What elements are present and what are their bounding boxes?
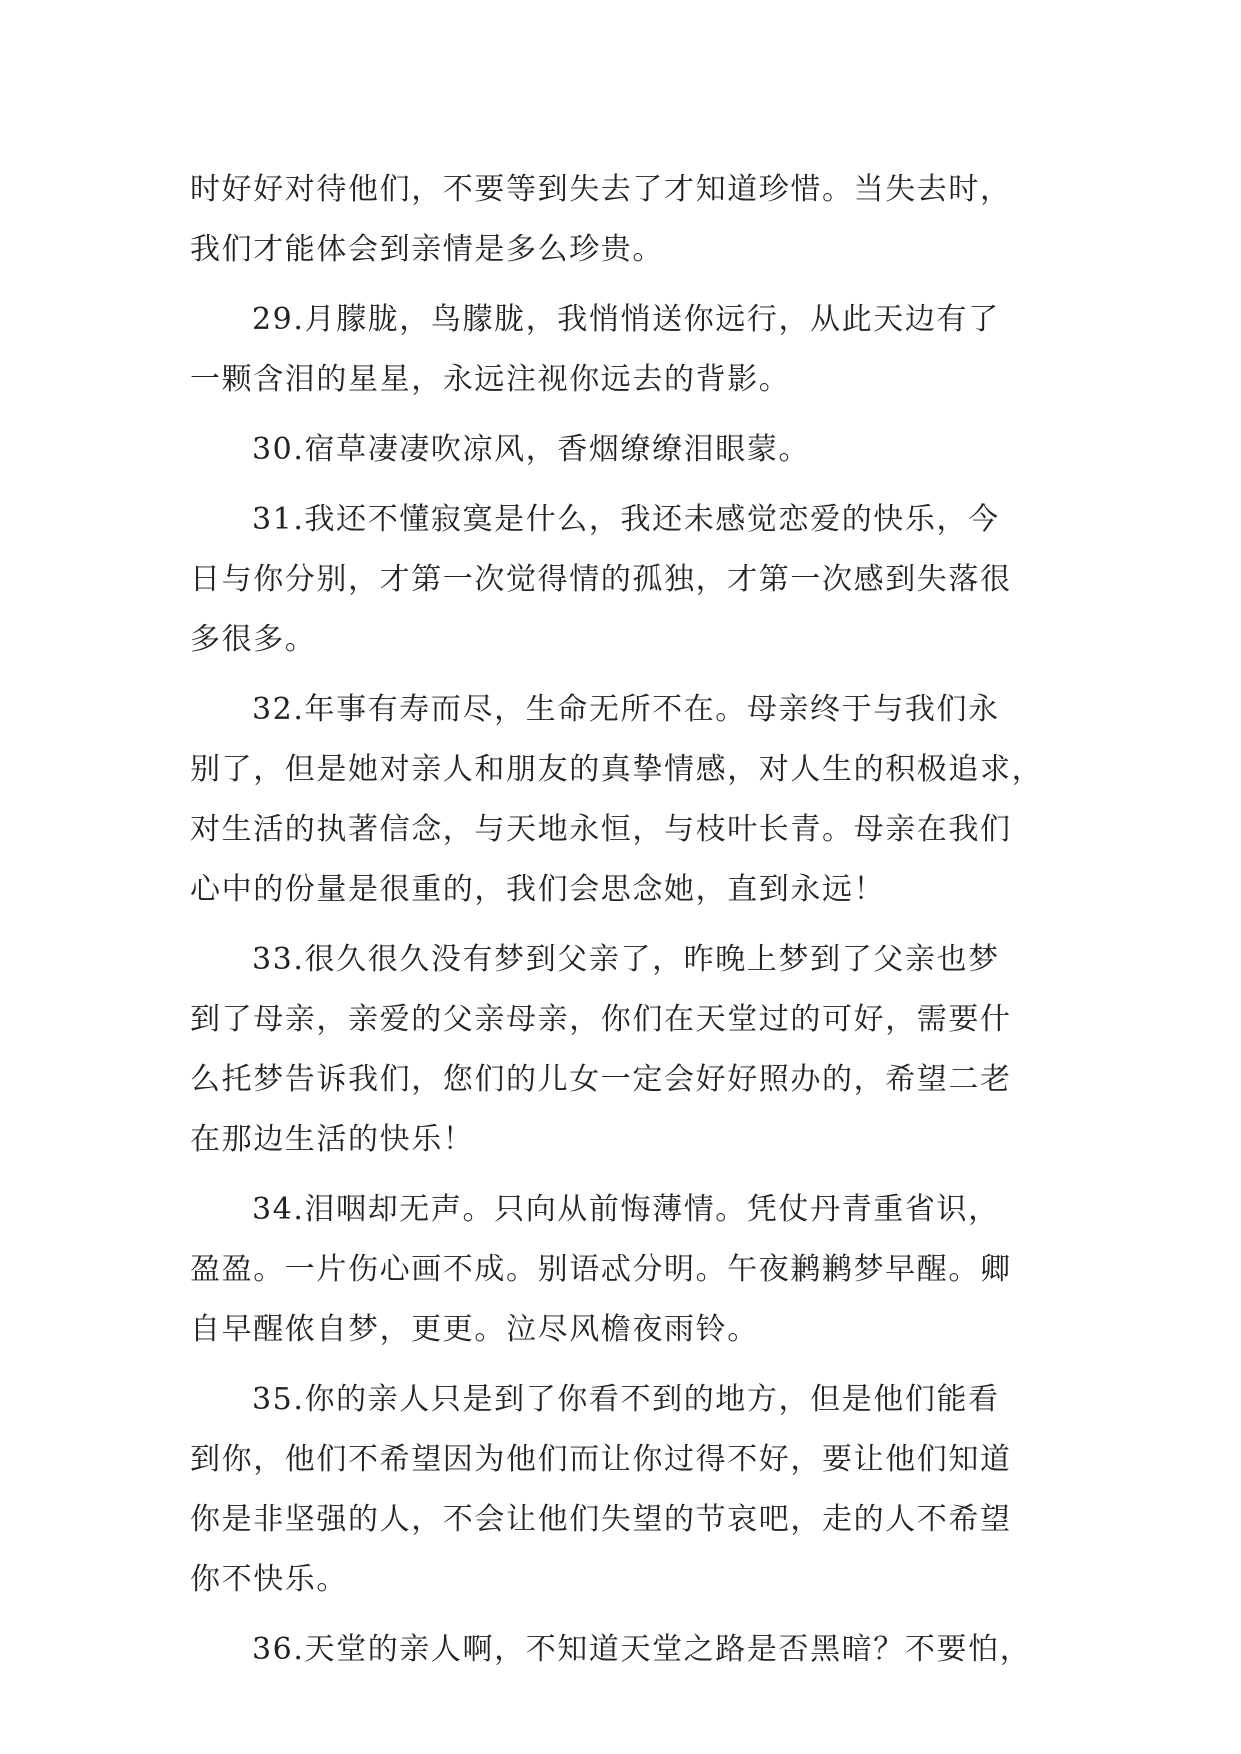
paragraph-33 (190, 930, 1050, 1170)
text-line: 么托梦告诉我们，您们的儿女一定会好好照办的，希望二老 (190, 1062, 1012, 1097)
text-line: 32.年事有寿而尽，生命无所不在。母亲终于与我们永 (252, 692, 1000, 727)
text-line: 36.天堂的亲人啊，不知道天堂之路是否黑暗？不要怕， (252, 1632, 1032, 1667)
text-line: 一颗含泪的星星，永远注视你远去的背影。 (190, 362, 791, 397)
text-line: 自早醒侬自梦，更更。泣尽风檐夜雨铃。 (190, 1312, 759, 1347)
text-line: 别了，但是她对亲人和朋友的真挚情感，对人生的积极追求， (190, 752, 1044, 787)
paragraph-continued (190, 160, 1050, 280)
text-line: 29.月朦胧，鸟朦胧，我悄悄送你远行，从此天边有了 (252, 302, 1000, 337)
text-line: 多很多。 (190, 622, 317, 657)
paragraph-36 (190, 1620, 1050, 1680)
paragraph-32 (190, 680, 1050, 920)
text-line: 对生活的执著信念，与天地永恒，与枝叶长青。母亲在我们 (190, 812, 1012, 847)
text-line: 34.泪咽却无声。只向从前悔薄情。凭仗丹青重省识， (252, 1192, 1000, 1227)
paragraph-30 (190, 420, 1050, 480)
text-line: 日与你分别，才第一次觉得情的孤独，才第一次感到失落很 (190, 562, 1012, 597)
text-line: 到你，他们不希望因为他们而让你过得不好，要让他们知道 (190, 1442, 1012, 1477)
paragraph-35 (190, 1370, 1050, 1610)
text-line: 35.你的亲人只是到了你看不到的地方，但是他们能看 (252, 1382, 1000, 1417)
paragraph-34 (190, 1180, 1050, 1360)
text-line: 31.我还不懂寂寞是什么，我还未感觉恋爱的快乐，今 (252, 502, 1000, 537)
paragraph-29 (190, 290, 1050, 410)
document-body (190, 160, 1050, 1680)
text-line: 我们才能体会到亲情是多么珍贵。 (190, 232, 664, 267)
text-line: 30.宿草凄凄吹凉风，香烟缭缭泪眼蒙。 (252, 432, 811, 467)
text-line: 时好好对待他们，不要等到失去了才知道珍惜。当失去时， (190, 172, 1012, 207)
text-line: 到了母亲，亲爱的父亲母亲，你们在天堂过的可好，需要什 (190, 1002, 1012, 1037)
text-line: 盈盈。一片伤心画不成。别语忒分明。午夜鹣鹣梦早醒。卿 (190, 1252, 1012, 1287)
text-line: 33.很久很久没有梦到父亲了，昨晚上梦到了父亲也梦 (252, 942, 1000, 977)
text-line: 你是非坚强的人，不会让他们失望的节哀吧，走的人不希望 (190, 1502, 1012, 1537)
paragraph-31 (190, 490, 1050, 670)
text-line: 心中的份量是很重的，我们会思念她，直到永远！ (190, 872, 886, 907)
text-line: 在那边生活的快乐！ (190, 1122, 475, 1157)
text-line: 你不快乐。 (190, 1562, 348, 1597)
